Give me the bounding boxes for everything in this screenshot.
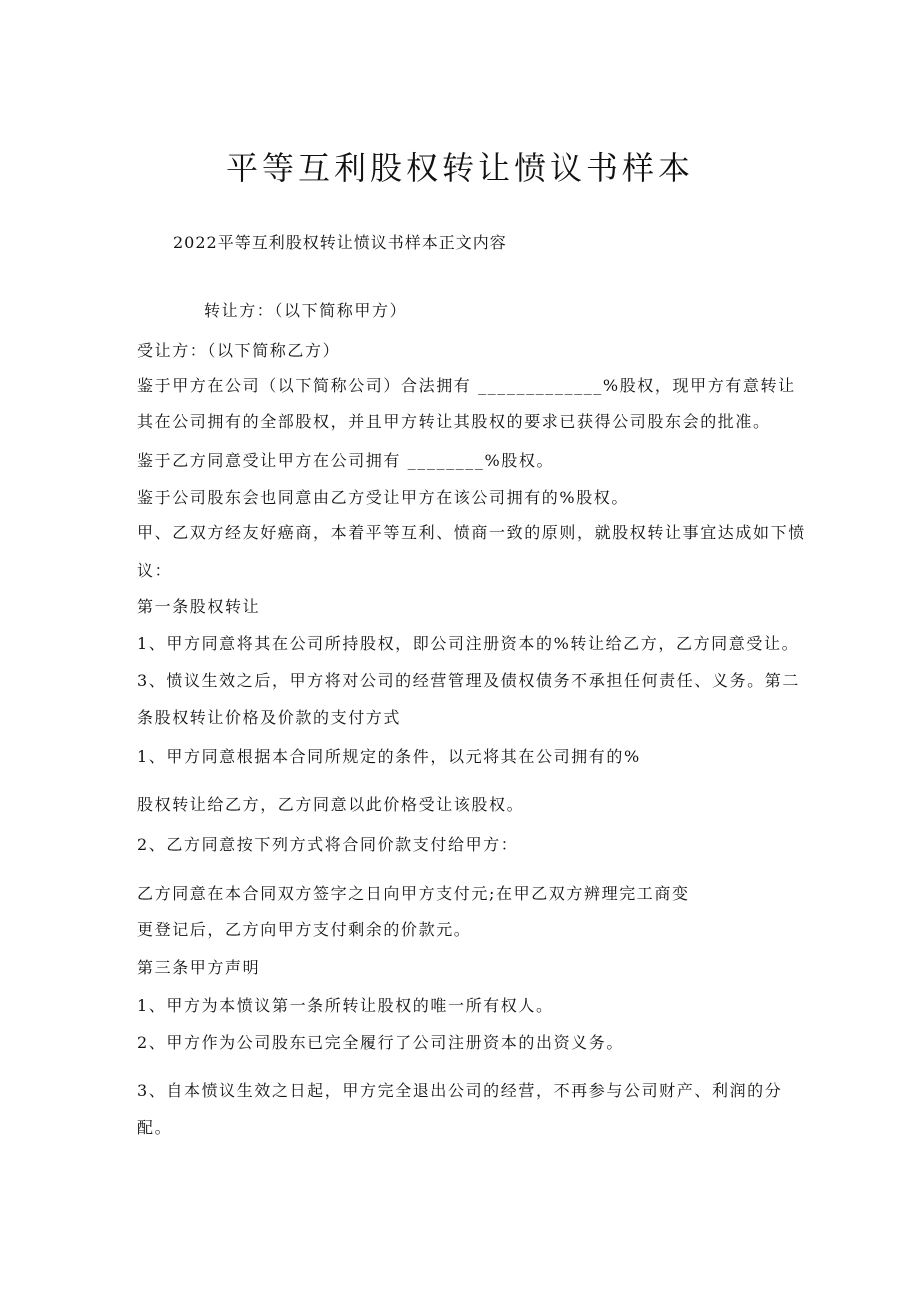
paragraph-line: 更登记后，乙方向甲方支付剩余的价款元。 xyxy=(137,920,472,939)
article-heading: 条股权转让价格及价款的支付方式 xyxy=(137,708,402,727)
document-subtitle: 2022平等互利股权转让愤议书样本正文内容 xyxy=(173,233,507,252)
article-heading: 第三条甲方声明 xyxy=(137,958,261,977)
transferor-line: 转让方：（以下简称甲方） xyxy=(204,301,408,320)
paragraph-line: 甲、乙双方经友好癌商，本着平等互利、愤商一致的原则，就股权转让事宜达成如下愤 xyxy=(137,523,806,542)
paragraph-line: 其在公司拥有的全部股权，并且甲方转让其股权的要求已获得公司股东会的批准。 xyxy=(137,412,771,431)
paragraph-line: 2、乙方同意按下列方式将合同价款支付给甲方： xyxy=(137,835,519,854)
paragraph-line: 3、自本愤议生效之日起，甲方完全退出公司的经营，不再参与公司财产、利润的分 xyxy=(137,1081,783,1100)
paragraph-line: 配。 xyxy=(137,1118,173,1137)
paragraph-line: 1、甲方同意根据本合同所规定的条件，以元将其在公司拥有的% xyxy=(137,747,641,766)
paragraph-line: 鉴于公司股东会也同意由乙方受让甲方在该公司拥有的%股权。 xyxy=(137,488,630,507)
paragraph-line: 2、甲方作为公司股东已完全履行了公司注册资本的出资义务。 xyxy=(137,1033,624,1052)
paragraph-line: 3、愤议生效之后，甲方将对公司的经营管理及债权债务不承担任何责任、义务。第二 xyxy=(137,671,800,690)
document-title: 平等互利股权转让愤议书样本 xyxy=(225,149,694,187)
paragraph-line: 股权转让给乙方，乙方同意以此价格受让该股权。 xyxy=(137,795,525,814)
paragraph-line: 鉴于乙方同意受让甲方在公司拥有 ________%股权。 xyxy=(137,451,555,470)
paragraph-line: 议： xyxy=(137,561,173,580)
paragraph-line: 1、甲方同意将其在公司所持股权，即公司注册资本的%转让给乙方，乙方同意受让。 xyxy=(137,634,800,653)
article-heading: 第一条股权转让 xyxy=(137,597,261,616)
paragraph-line: 1、甲方为本愤议第一条所转让股权的唯一所有权人。 xyxy=(137,996,554,1015)
transferee-line: 受让方：（以下简称乙方） xyxy=(137,341,341,360)
paragraph-line: 乙方同意在本合同双方签字之日向甲方支付元;在甲乙双方辨理完工商变 xyxy=(137,884,690,903)
paragraph-line: 鉴于甲方在公司（以下简称公司）合法拥有 _____________%股权，现甲方有意转让 xyxy=(137,376,796,395)
